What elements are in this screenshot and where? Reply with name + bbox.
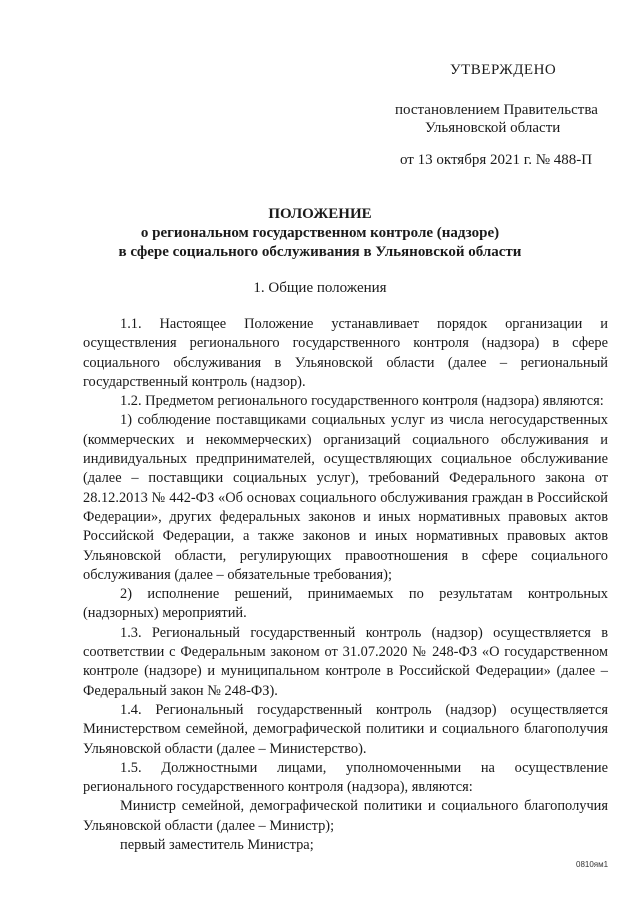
- document-body: [83, 315, 608, 855]
- paragraph-1-1: 1.1. Настоящее Положение устанавливает порядок организации и осуществления регионального государственного контроля (надзора) в сфере социального обслуживания в Ульяновской области (далее – региональный государственный контроль (надзор).: [83, 316, 608, 390]
- paragraph-1-4: 1.4. Региональный государственный контроль (надзор) осуществляется Министерством семейной, демографической политики и социального благополучия Ульяновской области (далее – Министерство).: [83, 701, 608, 757]
- document-title: [0, 205, 640, 262]
- approval-line-2: Ульяновской области: [425, 120, 561, 136]
- approval-line-1: постановлением Правительства: [395, 102, 598, 118]
- title-line-3: в сфере социального обслуживания в Ульяновской области: [118, 244, 522, 260]
- section-heading: 1. Общие положения: [253, 280, 387, 296]
- paragraph-1-3: 1.3. Региональный государственный контроль (надзор) осуществляется в соответствии с Федеральным законом от 31.07.2020 № 248-ФЗ «О государственном контроле (надзоре) и муниципальном контроле в Российской Федерации» (далее – Федеральный закон № 248-ФЗ).: [83, 624, 608, 699]
- paragraph-item-1: 1) соблюдение поставщиками социальных услуг из числа негосударственных (коммерческих и некоммерческих) организаций социального обслуживания и индивидуальных предпринимателей, осуществляющих социальное обслуживание (далее – поставщики социальных услуг), требований Федерального закона от 28.12.2013 № 442-ФЗ «Об основах социального обслуживания граждан в Российской Федерации», других федеральных законов и иных нормативных правовых актов Российской Федерации, а также законов и иных нормативных правовых актов Ульяновской области, регулирующих правоотношения в сфере социального обслуживания (далее – обязательные требования);: [83, 412, 608, 583]
- paragraph-first-deputy: первый заместитель Министра;: [120, 837, 314, 854]
- title-line-1: ПОЛОЖЕНИЕ: [268, 206, 372, 222]
- paragraph-1-5: 1.5. Должностными лицами, уполномоченными на осуществление регионального государственного контроля (надзора), являются:: [83, 759, 608, 796]
- paragraph-1-2: 1.2. Предметом регионального государственного контроля (надзора) являются:: [120, 393, 604, 410]
- paragraph-item-2: 2) исполнение решений, принимаемых по результатам контрольных (надзорных) мероприятий.: [83, 586, 608, 622]
- approval-word: УТВЕРЖДЕНО: [450, 62, 557, 78]
- paragraph-minister: Министр семейной, демографической политики и социального благополучия Ульяновской области (далее – Министр);: [83, 798, 608, 834]
- approval-line-3: от 13 октября 2021 г. № 488-П: [400, 152, 593, 168]
- footer-code: 0810ям1: [576, 860, 609, 869]
- title-line-2: о региональном государственном контроле (надзоре): [140, 225, 500, 241]
